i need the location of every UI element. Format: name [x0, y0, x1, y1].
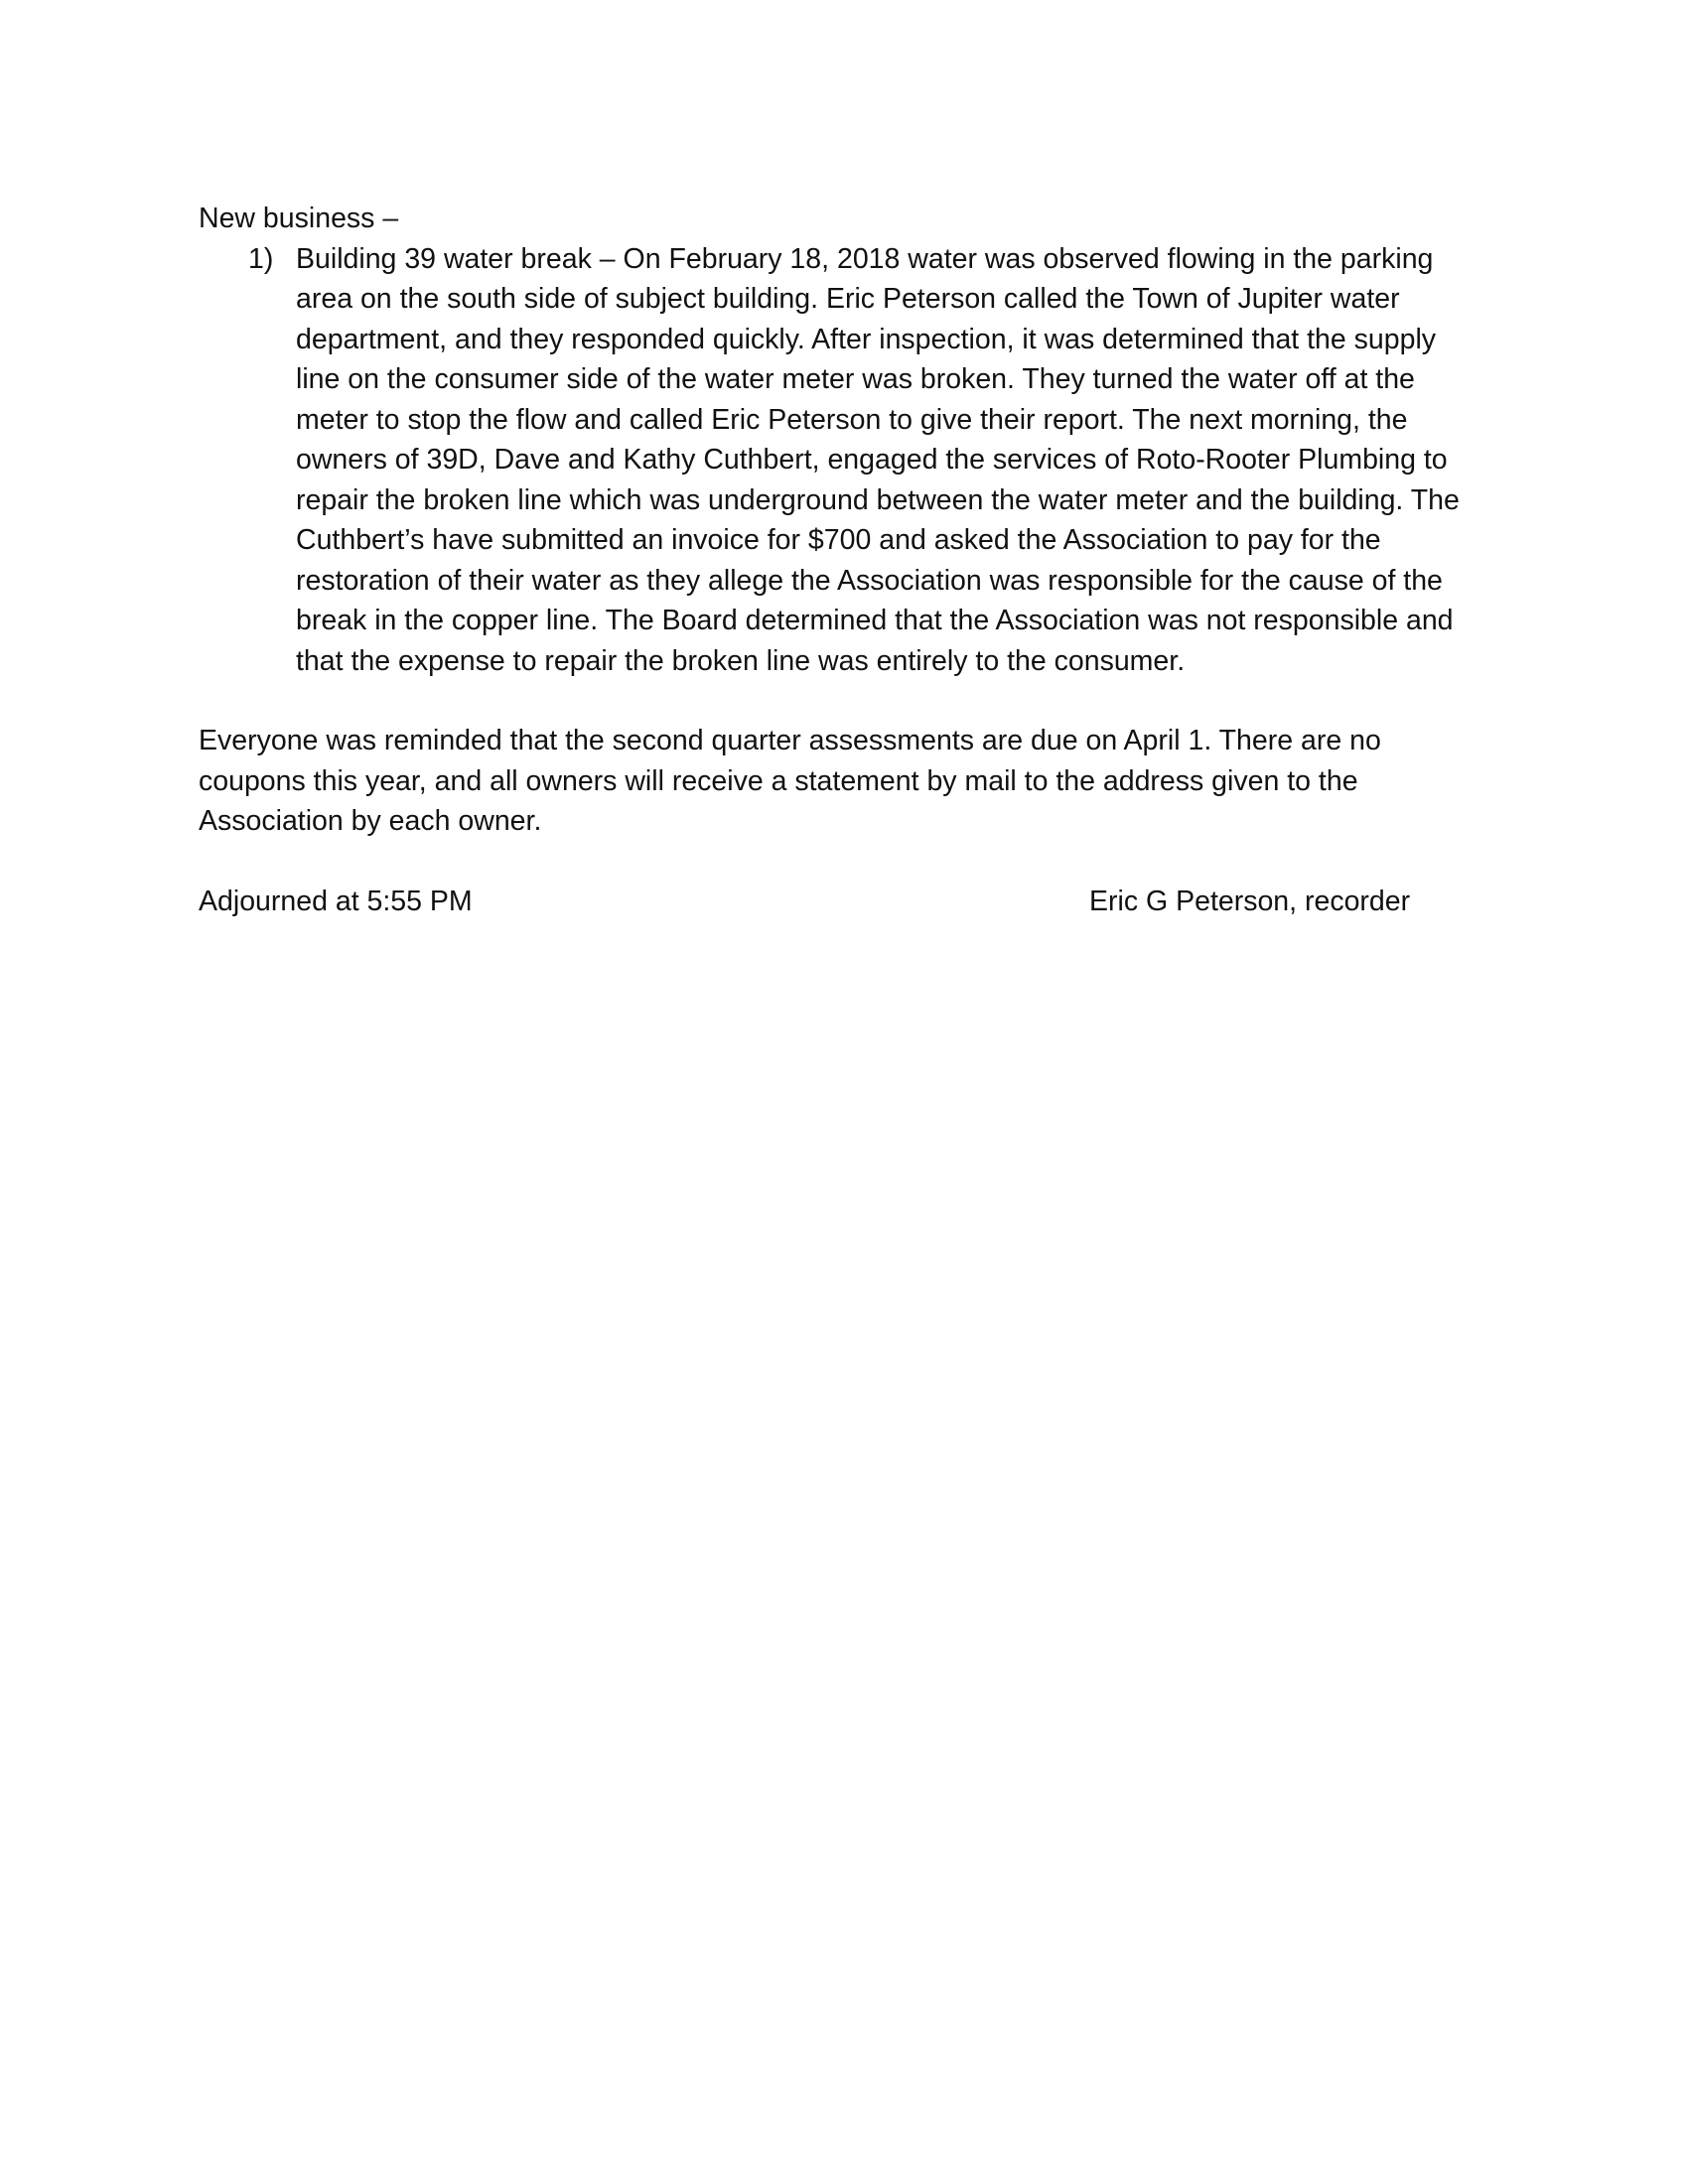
adjourned-time: Adjourned at 5:55 PM [199, 885, 473, 917]
recorder-signature: Eric G Peterson, recorder [1089, 885, 1411, 917]
document-body [199, 199, 1489, 922]
section-heading: New business – [199, 203, 399, 234]
new-business-list [199, 239, 1489, 682]
list-item-number: 1) [248, 242, 274, 275]
list-item [199, 239, 1489, 682]
list-item-text: Building 39 water break – On February 18, 2018 water was observed flowing in the parking area on the south side of subject building. Eric Peterson called the Town of Jupiter water department, and they responded quickly. After inspection, it was determined that the supply line on the consumer side of the water meter was broken. They turned the water off at the meter to stop the flow and called Eric Peterson to give their report. The next morning, the owners of 39D, Dave and Kathy Cuthbert, engaged the services of Roto-Rooter Plumbing to repair the broken line which was underground between the water meter and the building. The Cuthbert’s have submitted an invoice for $700 and asked the Association to pay for the restoration of their water as they allege the Association was responsible for the cause of the break in the copper line. The Board determined that the Association was not responsible and that the expense to repair the broken line was entirely to the consumer. [296, 242, 1460, 677]
minutes-footer [199, 882, 1489, 922]
reminder-paragraph: Everyone was reminded that the second quarter assessments are due on April 1. There are no coupons this year, and all owners will receive a statement by mail to the address given to the Association by each owner. [199, 725, 1381, 837]
